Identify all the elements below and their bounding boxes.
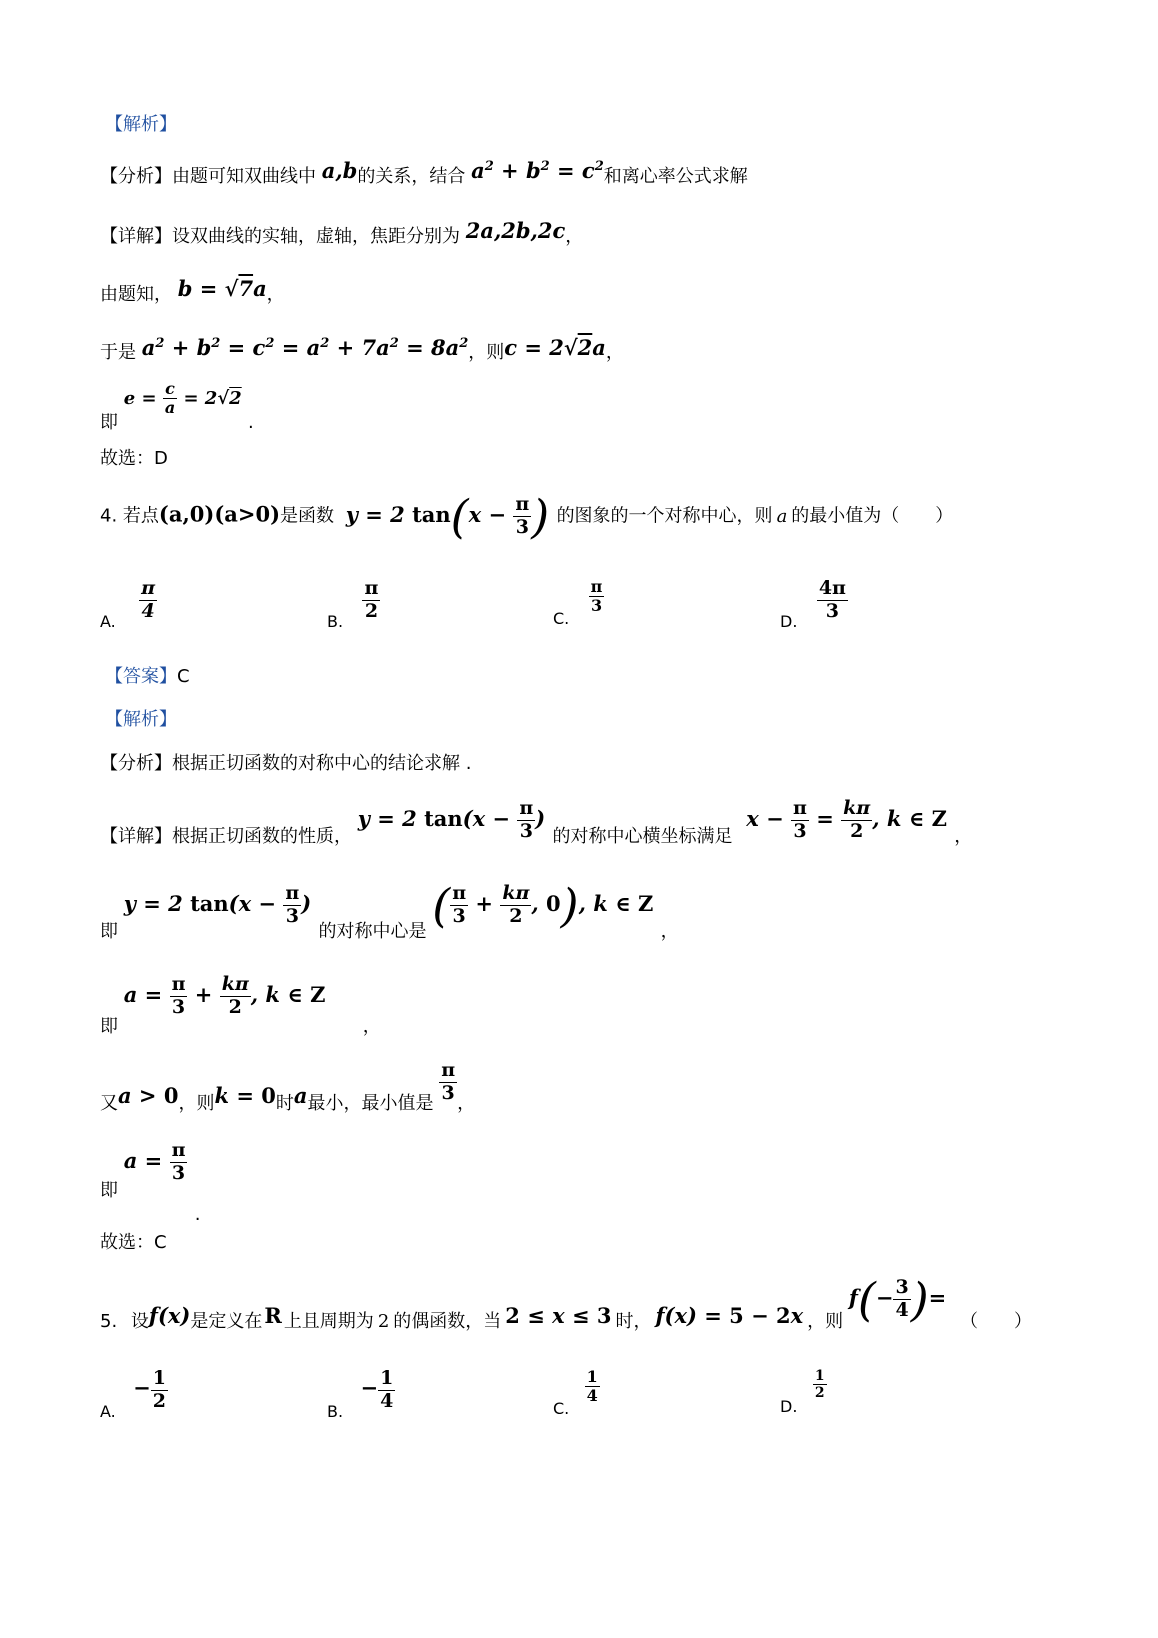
- q4-stem: 4. 若点(a,0)(a>0)是函数 y = 2 tan(x − $\frac{\pi}{3}$ ) 的图象的一个对称中心，则 a 的最小值为（ ）: [100, 489, 954, 543]
- q4-a-eq: a = $\frac{\pi}{3}$ + $\frac{k\pi}{2}$ , k ∈ Z: [123, 973, 326, 1018]
- q5-number: 5.: [100, 1310, 118, 1332]
- xiangjie-line: 【详解】设双曲线的实轴，虚轴，焦距分别为 2a,2b,2c，: [100, 218, 584, 247]
- fenxi-line: 【分析】由题可知双曲线中 a,b的关系，结合 $a^2 + b^2 = c^2$和离心率公式求解: [100, 158, 748, 187]
- q5-def: f(x) = 5 − 2x: [655, 1302, 804, 1328]
- guxuan-c: 故选：C: [100, 1232, 167, 1253]
- math-e: e = $\frac{c}{a}$ = 2√2: [123, 379, 242, 418]
- q4-fenxi: 【分析】根据正切函数的对称中心的结论求解 .: [100, 753, 472, 774]
- q4-center-set: ( $\frac{\pi}{3}$ + $\frac{k\pi}{2}$ , 0), k ∈ Z: [432, 878, 654, 932]
- line-b-sqrt7a: 由题知， b = √7a，: [100, 276, 285, 305]
- q4-a-result: a = $\frac{\pi}{3}$: [123, 1139, 186, 1184]
- q4-k0: k = 0: [214, 1083, 276, 1109]
- q4-func-3: y = 2 tan(x − $\frac{\pi}{3}$ ): [123, 881, 319, 927]
- q4-condition: x − $\frac{\pi}{3}$ = $\frac{k\pi}{2}$ , k ∈ Z: [746, 797, 947, 842]
- line-e: 即 e = $\frac{c}{a}$ = 2√2 .: [100, 379, 254, 433]
- q4-line-min: 又a > 0，则k = 0时a最小，最小值是 $\frac{\pi}{3}$ ，: [100, 1059, 476, 1115]
- q5-option-c[interactable]: C. $\frac{1}{4}$: [553, 1367, 598, 1418]
- q4-answer: 【答案】C: [105, 666, 190, 687]
- guxuan-d: 故选：D: [100, 448, 168, 469]
- math-c-eq: c = 2√2a: [504, 335, 606, 360]
- q5-stem: 5. 设f(x)是定义在R 上且周期为 2 的偶函数，当 2 ≤ x ≤ 3 时， f(x) = 5 − 2x ，则 f(− $\frac{3}{4}$ )= （ ）: [100, 1272, 1033, 1332]
- xiangjie-tag: 【详解】: [100, 226, 172, 247]
- q5-fx: f(x): [148, 1302, 191, 1328]
- fenxi-tag: 【分析】: [100, 166, 172, 187]
- line-yushi: 于是 $a^2 + b^2 = c^2 = a^2 + 7a^2 = 8a^2$，则c = 2√2a，: [100, 335, 624, 363]
- jiexi-heading: 【解析】: [105, 114, 177, 135]
- math-pythag: $a^2 + b^2 = c^2$: [471, 158, 604, 183]
- q4-line-result: 即 a = $\frac{\pi}{3}$ .: [100, 1139, 201, 1225]
- q4-line-a: 即 a = $\frac{\pi}{3}$ + $\frac{k\pi}{2}$ , k ∈ Z ，: [100, 973, 381, 1037]
- math-b-eq: b = √7a: [177, 276, 267, 301]
- q4-a-pos: a > 0: [118, 1083, 179, 1109]
- math-2a2b2c: 2a,2b,2c: [465, 218, 566, 243]
- q5-query: f(− $\frac{3}{4}$ )=: [848, 1272, 947, 1326]
- q4-number: 4.: [100, 505, 118, 527]
- q4-point: (a,0)(a>0): [158, 501, 281, 527]
- math-ab: a,b: [321, 158, 358, 183]
- q5-option-d[interactable]: D. $\frac{1}{2}$: [780, 1368, 825, 1416]
- q4-function: y = 2 tan(x − $\frac{\pi}{3}$ ): [345, 489, 550, 543]
- q4-option-c[interactable]: C. $\frac{\pi}{3}$: [553, 577, 603, 628]
- q4-option-d[interactable]: D. $\frac{4\pi}{3}$: [780, 577, 846, 632]
- q4-option-b[interactable]: B. $\frac{\pi}{2}$: [327, 577, 379, 632]
- math-sum: $a^2 + b^2 = c^2 = a^2 + 7a^2 = 8a^2$: [141, 335, 469, 360]
- q5-range: 2 ≤ x ≤ 3: [505, 1302, 612, 1328]
- q4-option-a[interactable]: A. $\frac{\pi}{4}$: [100, 577, 156, 632]
- q4-xiangjie: 【详解】根据正切函数的性质， y = 2 tan(x − $\frac{\pi}{3}$ ) 的对称中心横坐标满足 x − $\frac{\pi}{3}$ = $\frac{k\pi}{2}$ , k ∈ Z ，: [100, 797, 973, 847]
- q4-min-value: $\frac{\pi}{3}$: [441, 1059, 456, 1104]
- q4-line-center: 即 y = 2 tan(x − $\frac{\pi}{3}$ ) 的对称中心是 ( $\frac{\pi}{3}$ + $\frac{k\pi}{2}$ , 0), k ∈ Z ，: [100, 878, 679, 942]
- q5-option-a[interactable]: A. − $\frac{1}{2}$: [100, 1367, 166, 1422]
- q4-jiexi-heading: 【解析】: [105, 709, 177, 730]
- q4-func-2: y = 2 tan(x − $\frac{\pi}{3}$ ): [357, 797, 553, 842]
- q5-option-b[interactable]: B. − $\frac{1}{4}$: [327, 1367, 394, 1422]
- daan-tag: 【答案】: [105, 666, 177, 687]
